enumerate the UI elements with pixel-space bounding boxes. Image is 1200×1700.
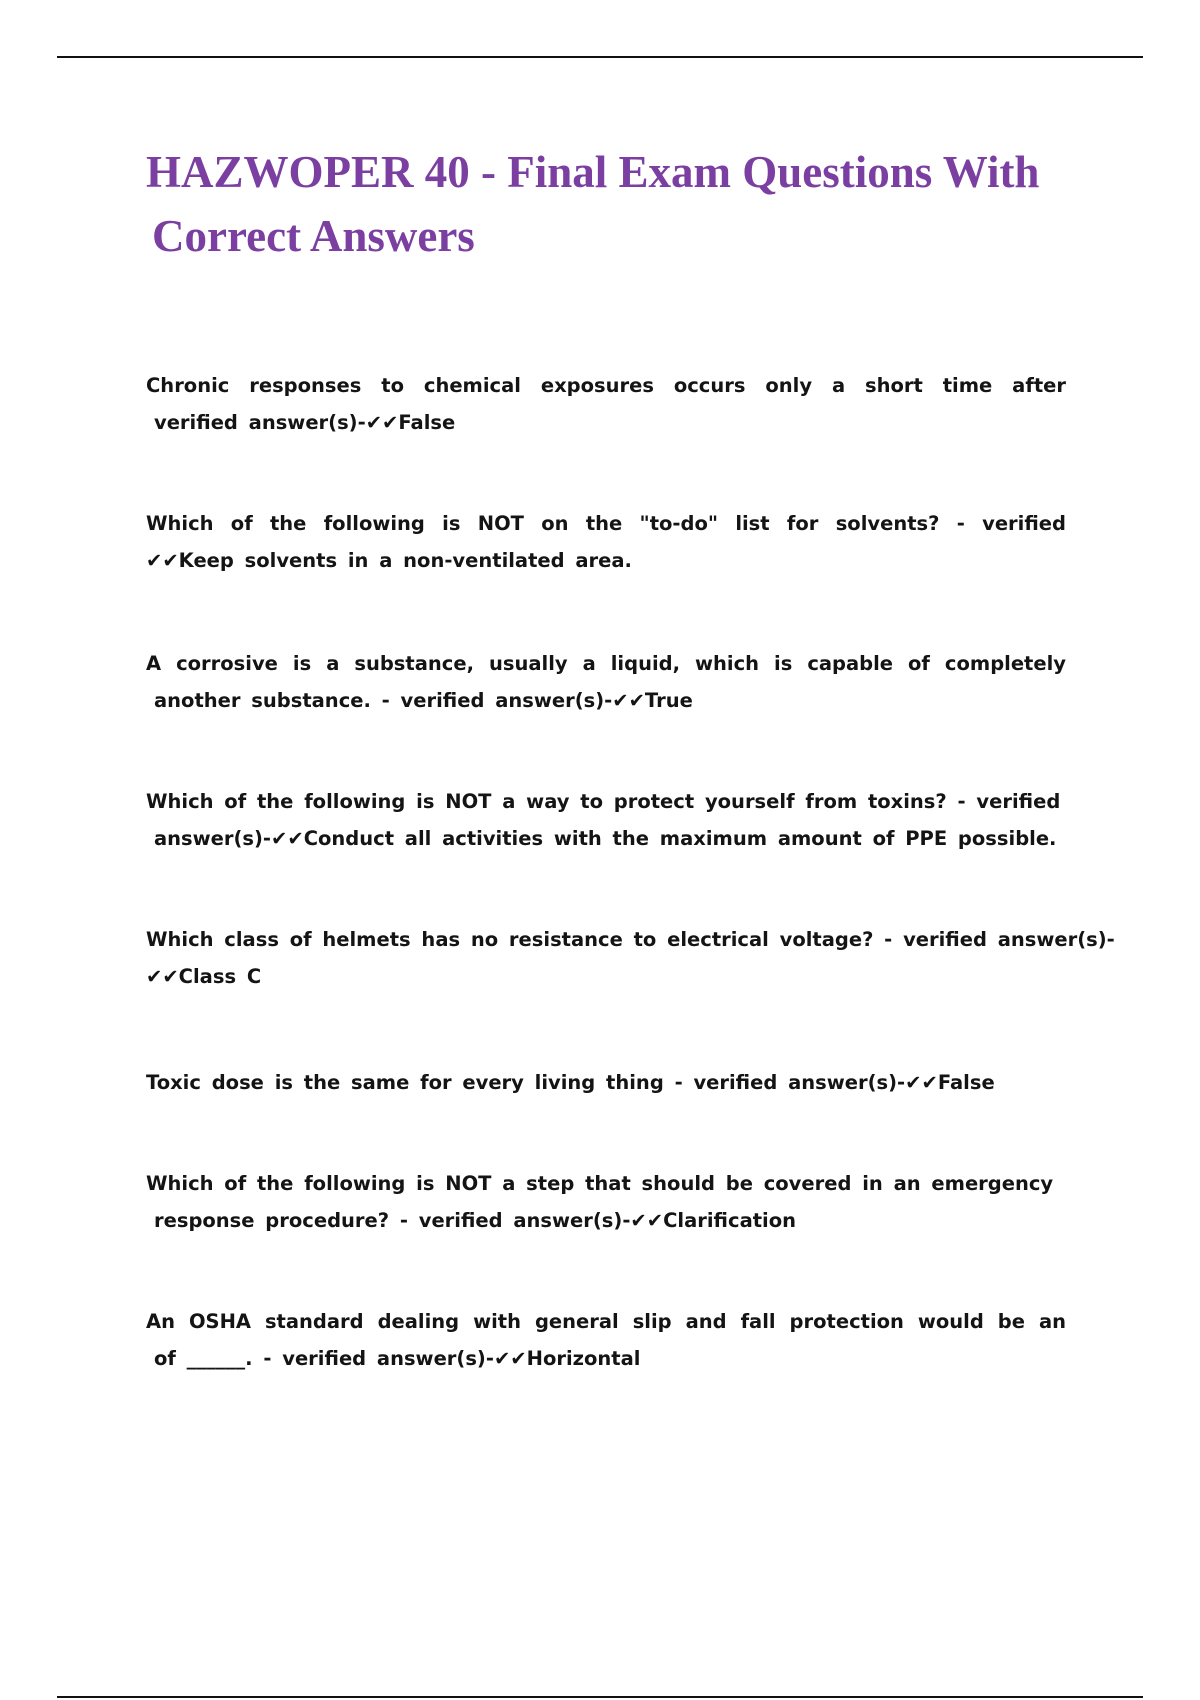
- question-text: Toxic dose is the same for every living thing - verified answer(s)-✔✔False: [146, 1071, 995, 1094]
- top-rule: [57, 56, 1143, 58]
- answer-text: of ______. - verified answer(s)-✔✔Horizontal: [154, 1347, 641, 1370]
- title-line-2: Correct Answers: [152, 211, 475, 261]
- question-text: Chronic responses to chemical exposures occurs only a short time after: [146, 374, 1066, 397]
- bottom-rule: [57, 1696, 1143, 1698]
- answer-text: ✔✔Keep solvents in a non-ventilated area.: [146, 549, 632, 572]
- answer-text: another substance. - verified answer(s)-✔✔True: [154, 689, 693, 712]
- qa-item: [146, 921, 1115, 995]
- answer-text: response procedure? - verified answer(s)-✔✔Clarification: [154, 1209, 797, 1232]
- qa-item: [146, 1303, 1066, 1377]
- question-text: Which of the following is NOT a step that should be covered in an emergency: [146, 1172, 1054, 1195]
- qa-item: [146, 645, 1066, 719]
- title-line-1: HAZWOPER 40 - Final Exam Questions With: [146, 147, 1040, 197]
- qa-item: [146, 367, 1066, 441]
- answer-text: answer(s)-✔✔Conduct all activities with the maximum amount of PPE possible.: [154, 827, 1057, 850]
- question-text: Which class of helmets has no resistance to electrical voltage? - verified answer(s)-: [146, 928, 1115, 951]
- question-text: Which of the following is NOT a way to protect yourself from toxins? - verified: [146, 790, 1061, 813]
- question-text: An OSHA standard dealing with general slip and fall protection would be an: [146, 1310, 1066, 1333]
- qa-item: [146, 1165, 1066, 1239]
- qa-item: [146, 1064, 1066, 1101]
- answer-text: ✔✔Class C: [146, 965, 262, 988]
- question-text: A corrosive is a substance, usually a liquid, which is capable of completely: [146, 652, 1066, 675]
- qa-item: [146, 783, 1066, 857]
- question-text: Which of the following is NOT on the "to-do" list for solvents? - verified: [146, 512, 1066, 535]
- qa-item: [146, 505, 1066, 579]
- answer-text: verified answer(s)-✔✔False: [154, 411, 456, 434]
- document-title: [146, 140, 1106, 268]
